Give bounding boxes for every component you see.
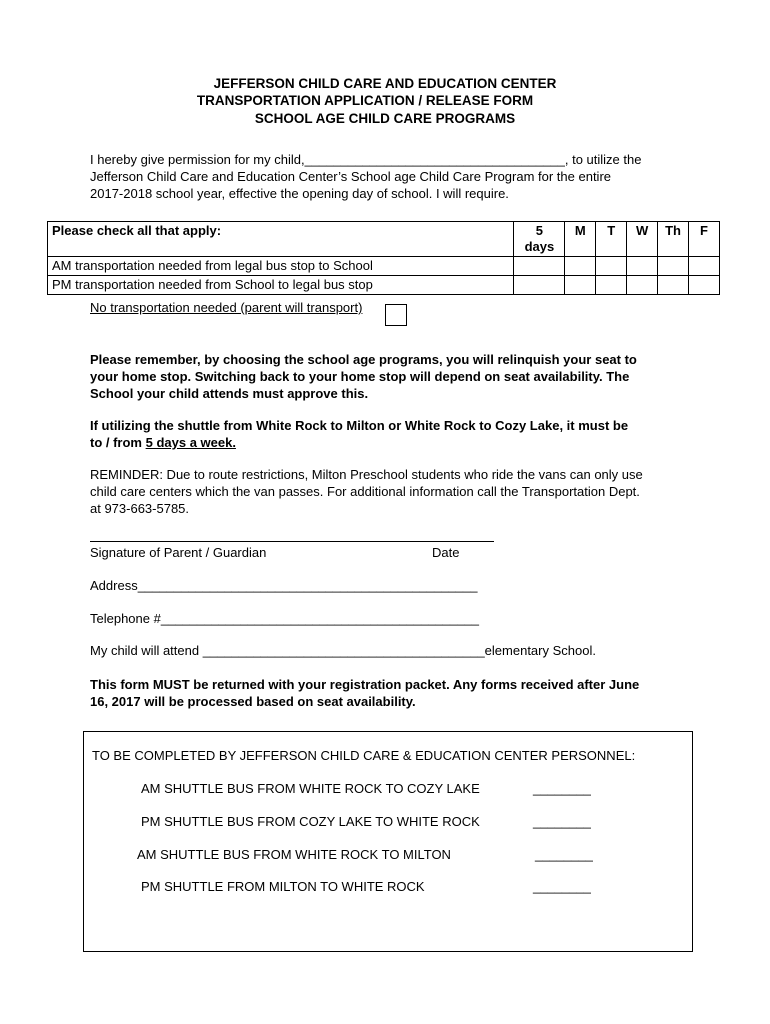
transportation-options-table xyxy=(47,221,720,295)
deadline-line-2: 16, 2017 will be processed based on seat availability. xyxy=(90,694,416,709)
am-tuesday-cell[interactable] xyxy=(596,257,627,276)
deadline-paragraph xyxy=(90,676,690,710)
pm-tuesday-cell[interactable] xyxy=(596,276,627,295)
col-friday: F xyxy=(689,222,720,257)
remember-line-1: Please remember, by choosing the school age programs, you will relinquish your seat to xyxy=(90,352,637,367)
school-attend-field[interactable]: My child will attend _______________________________________elementary School. xyxy=(90,643,596,658)
table-header-label: Please check all that apply: xyxy=(48,222,514,257)
office-row-label: AM SHUTTLE BUS FROM WHITE ROCK TO MILTON xyxy=(137,847,451,862)
shuttle-paragraph xyxy=(90,417,690,451)
pm-thursday-cell[interactable] xyxy=(658,276,689,295)
permission-paragraph xyxy=(90,151,690,202)
date-label: Date xyxy=(432,545,460,560)
deadline-line-1: This form MUST be returned with your registration packet. Any forms received after June xyxy=(90,677,640,692)
pm-monday-cell[interactable] xyxy=(565,276,596,295)
reminder-paragraph xyxy=(90,466,690,517)
office-row-blank[interactable]: ________ xyxy=(535,847,593,862)
form-title-line-3: SCHOOL AGE CHILD CARE PROGRAMS xyxy=(254,111,516,126)
row-pm-label: PM transportation needed from School to legal bus stop xyxy=(48,276,514,295)
col-5-days-word: days xyxy=(524,239,555,254)
shuttle-frequency: 5 days a week. xyxy=(145,435,236,450)
shuttle-line-1: If utilizing the shuttle from White Rock to Milton or White Rock to Cozy Lake, it must be xyxy=(90,418,629,433)
office-row-blank[interactable]: ________ xyxy=(533,781,591,796)
pm-friday-cell[interactable] xyxy=(689,276,720,295)
permission-line-2: Jefferson Child Care and Education Center’s School age Child Care Program for the entire xyxy=(90,169,612,184)
office-use-box xyxy=(83,731,693,952)
permission-line-3: 2017-2018 school year, effective the opening day of school. I will require. xyxy=(90,186,509,201)
office-row-label: PM SHUTTLE BUS FROM COZY LAKE TO WHITE ROCK xyxy=(141,814,480,829)
am-wednesday-cell[interactable] xyxy=(627,257,658,276)
reminder-line-3: at 973-663-5785. xyxy=(90,501,190,516)
reminder-line-1: REMINDER: Due to route restrictions, Milton Preschool students who ride the vans can only use xyxy=(90,467,643,482)
office-use-heading: TO BE COMPLETED BY JEFFERSON CHILD CARE & EDUCATION CENTER PERSONNEL: xyxy=(92,748,636,763)
permission-line-1: I hereby give permission for my child,____________________________________, to utilize the xyxy=(90,152,642,167)
form-title-line-2: TRANSPORTATION APPLICATION / RELEASE FORM xyxy=(196,93,534,108)
col-5-days xyxy=(514,222,565,257)
signature-label: Signature of Parent / Guardian xyxy=(90,545,267,560)
reminder-line-2: child care centers which the van passes. For additional information call the Transportation Dept. xyxy=(90,484,640,499)
am-thursday-cell[interactable] xyxy=(658,257,689,276)
office-row-label: PM SHUTTLE FROM MILTON TO WHITE ROCK xyxy=(141,879,425,894)
signature-line[interactable] xyxy=(90,541,494,542)
col-monday: M xyxy=(565,222,596,257)
pm-5-days-cell[interactable] xyxy=(514,276,565,295)
row-am-label: AM transportation needed from legal bus stop to School xyxy=(48,257,514,276)
pm-wednesday-cell[interactable] xyxy=(627,276,658,295)
office-row-blank[interactable]: ________ xyxy=(533,814,591,829)
office-row-blank[interactable]: ________ xyxy=(533,879,591,894)
col-wednesday: W xyxy=(627,222,658,257)
address-field[interactable]: Address_______________________________________________ xyxy=(90,578,478,593)
col-thursday: Th xyxy=(658,222,689,257)
remember-line-3: School your child attends must approve this. xyxy=(90,386,369,401)
col-tuesday: T xyxy=(596,222,627,257)
table-row xyxy=(48,276,720,295)
shuttle-line-2-prefix: to / from xyxy=(90,435,146,450)
form-title-line-1: JEFFERSON CHILD CARE AND EDUCATION CENTER xyxy=(213,76,557,91)
am-monday-cell[interactable] xyxy=(565,257,596,276)
col-5-days-number: 5 xyxy=(535,223,543,238)
table-row xyxy=(48,257,720,276)
office-row-label: AM SHUTTLE BUS FROM WHITE ROCK TO COZY LAKE xyxy=(141,781,480,796)
no-transportation-label: No transportation needed (parent will transport) xyxy=(90,300,363,315)
table-header-row xyxy=(48,222,720,257)
am-friday-cell[interactable] xyxy=(689,257,720,276)
shuttle-line-2 xyxy=(90,434,690,451)
remember-line-2: your home stop. Switching back to your home stop will depend on seat availability. The xyxy=(90,369,630,384)
telephone-field[interactable]: Telephone #____________________________________________ xyxy=(90,611,479,626)
remember-paragraph xyxy=(90,351,690,402)
am-5-days-cell[interactable] xyxy=(514,257,565,276)
no-transportation-checkbox[interactable] xyxy=(385,304,407,326)
